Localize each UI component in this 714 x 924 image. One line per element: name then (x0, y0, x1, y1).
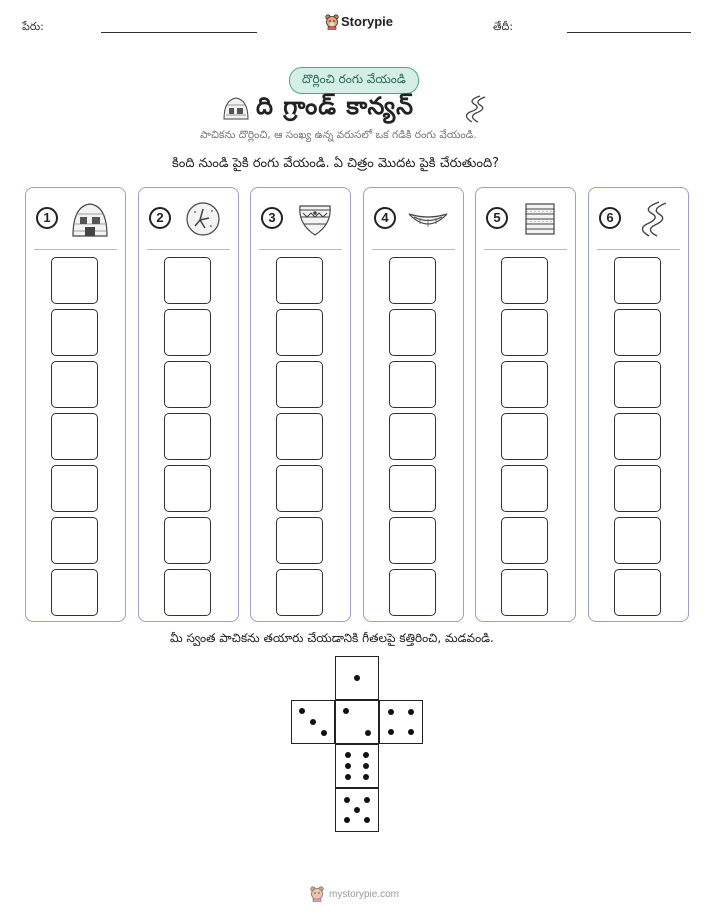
die-face-6 (335, 744, 379, 788)
color-box[interactable] (164, 517, 211, 564)
cliff-dwelling-icon (222, 96, 250, 120)
column-header (589, 188, 688, 250)
color-box[interactable] (51, 257, 98, 304)
color-box[interactable] (276, 361, 323, 408)
die-pip (345, 763, 351, 769)
color-box[interactable] (614, 413, 661, 460)
color-box[interactable] (501, 361, 548, 408)
rock-layers-icon (520, 200, 560, 238)
color-box[interactable] (276, 465, 323, 512)
color-box[interactable] (389, 309, 436, 356)
color-box[interactable] (276, 309, 323, 356)
die-pip (345, 752, 351, 758)
die-pip (365, 730, 371, 736)
column-number: 2 (149, 207, 171, 229)
color-box[interactable] (501, 569, 548, 616)
color-box[interactable] (164, 413, 211, 460)
title-row (222, 92, 492, 128)
color-box[interactable] (614, 361, 661, 408)
color-box[interactable] (164, 569, 211, 616)
die-face-5 (335, 788, 379, 832)
name-line[interactable] (101, 32, 257, 33)
color-box[interactable] (276, 257, 323, 304)
column-1 (25, 187, 126, 622)
column-header (139, 188, 238, 250)
river-icon (633, 200, 673, 238)
column-6 (588, 187, 689, 622)
die-pip (310, 719, 316, 725)
column-number: 1 (36, 207, 58, 229)
color-box[interactable] (51, 517, 98, 564)
fossil-icon (183, 200, 223, 238)
color-box[interactable] (501, 413, 548, 460)
color-box[interactable] (164, 309, 211, 356)
die-pip (364, 817, 370, 823)
die-pip (364, 797, 370, 803)
color-box[interactable] (501, 257, 548, 304)
column-number: 3 (261, 207, 283, 229)
color-box[interactable] (614, 517, 661, 564)
die-pip (345, 774, 351, 780)
die-pip (363, 763, 369, 769)
color-box[interactable] (276, 569, 323, 616)
column-number: 6 (599, 207, 621, 229)
color-box[interactable] (389, 413, 436, 460)
page-title: ది గ్రాండ్ కాన్యన్ (256, 92, 414, 120)
color-box[interactable] (389, 465, 436, 512)
color-box[interactable] (501, 465, 548, 512)
date-label: తేదీ: (493, 20, 514, 33)
die-pip (343, 708, 349, 714)
color-box[interactable] (501, 517, 548, 564)
column-header (251, 188, 350, 250)
bear-mascot-icon (325, 14, 339, 30)
color-box[interactable] (614, 465, 661, 512)
footer-url[interactable]: mystorypie.com (329, 889, 400, 900)
column-divider (484, 249, 567, 250)
die-pip (388, 709, 394, 715)
question-text: కింది నుండి పైకి రంగు వేయండి. ఏ చిత్రం మొదట పైకి చేరుతుంది? (172, 156, 500, 171)
color-box[interactable] (276, 517, 323, 564)
die-pip (388, 729, 394, 735)
column-number: 5 (486, 207, 508, 229)
color-box[interactable] (164, 361, 211, 408)
color-box[interactable] (389, 517, 436, 564)
river-icon (460, 94, 490, 124)
die-pip (354, 675, 360, 681)
color-box[interactable] (614, 309, 661, 356)
color-box[interactable] (276, 413, 323, 460)
column-2 (138, 187, 239, 622)
column-header (26, 188, 125, 250)
color-box[interactable] (51, 361, 98, 408)
date-line[interactable] (567, 32, 691, 33)
column-header (476, 188, 575, 250)
color-box[interactable] (614, 257, 661, 304)
color-box[interactable] (501, 309, 548, 356)
column-3 (250, 187, 351, 622)
column-number: 4 (374, 207, 396, 229)
cut-fold-instruction: మీ స్వంత పాచికను తయారు చేయడానికి గీతలపై కత్తిరించి, మడవండి. (170, 631, 494, 645)
column-divider (34, 249, 117, 250)
cliff-dwelling-icon (70, 200, 110, 238)
subtitle: పాచికను దొర్లించి, ఆ సంఖ్య ఉన్న వరుసలో ఒక గడికి రంగు వేయండి. (200, 129, 477, 141)
brand-name: Storypie (341, 14, 394, 29)
color-box[interactable] (51, 569, 98, 616)
name-label: పేరు: (22, 20, 44, 33)
die-pip (363, 752, 369, 758)
color-box[interactable] (389, 361, 436, 408)
die-pip (354, 807, 360, 813)
color-box[interactable] (164, 257, 211, 304)
die-face-3 (291, 700, 335, 744)
die-pip (408, 729, 414, 735)
column-divider (372, 249, 455, 250)
color-box[interactable] (51, 465, 98, 512)
die-pip (408, 709, 414, 715)
die-pip (344, 817, 350, 823)
column-divider (259, 249, 342, 250)
die-pip (321, 730, 327, 736)
color-box[interactable] (389, 569, 436, 616)
pottery-icon (295, 200, 335, 238)
die-pip (299, 708, 305, 714)
column-divider (597, 249, 680, 250)
bear-mascot-icon (310, 886, 324, 902)
column-divider (147, 249, 230, 250)
column-4 (363, 187, 464, 622)
color-box[interactable] (614, 569, 661, 616)
color-box[interactable] (389, 257, 436, 304)
activity-pill: దొర్లించి రంగు వేయండి (289, 67, 419, 94)
color-box[interactable] (51, 309, 98, 356)
canoe-icon (406, 200, 450, 238)
die-pip (363, 774, 369, 780)
die-face-1 (335, 656, 379, 700)
column-header (364, 188, 463, 250)
color-box[interactable] (51, 413, 98, 460)
color-box[interactable] (164, 465, 211, 512)
die-face-2 (335, 700, 379, 744)
die-pip (344, 797, 350, 803)
die-face-4 (379, 700, 423, 744)
column-5 (475, 187, 576, 622)
